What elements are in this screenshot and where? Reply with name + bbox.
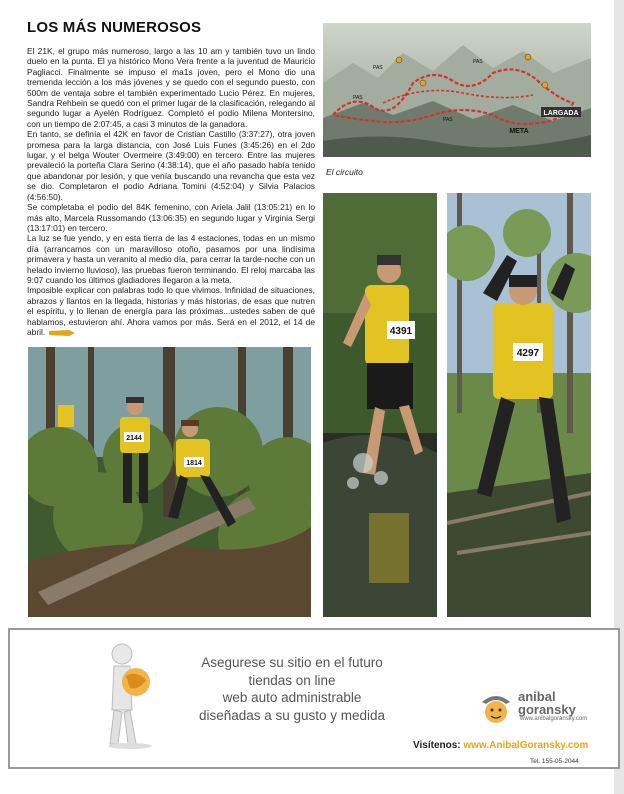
ad-slogan [188, 654, 396, 724]
bib-number: 4297 [516, 348, 540, 359]
ad-visit-line [413, 740, 588, 751]
visit-label: Visítenos: [413, 740, 461, 751]
ad-slogan-line: diseñadas a su gusto y medida [198, 707, 386, 723]
ad-phone: Tel. 155-05-2044 [530, 758, 579, 765]
brand-logo [476, 688, 594, 728]
map-label-finish: META [509, 128, 529, 135]
brand-site: www.anibalgoransky.com [520, 716, 588, 722]
brand-name: anibal goransky [518, 689, 576, 717]
photo-forest-runners [28, 347, 311, 617]
figure-holding-globe-icon [100, 640, 160, 750]
visit-url-link[interactable]: www.AnibalGoransky.com [463, 740, 589, 751]
map-label-pas: PAS [373, 65, 383, 71]
end-of-article-icon [49, 329, 75, 337]
ad-slogan-line: tiendas on line [248, 672, 336, 688]
article-paragraph: En tanto, se definía el 42K en favor de Cristian Castillo (3:37:27), otra joven promesa para la larga distancia, con José Luis Funes (3:45:26) en el 2do lugar, y el belga Wouter Overmeire (3:49:00) en tercero. Entre las mujeres prevaleció la porteña Clara Serino (4:38:14), que el año pasado había tenido que abandonar por lesión, y que venía buscando una revancha que esta vez se dio. Completaron el podio Adriana Tomini (4:52:04) y Silvia Palacios (4:56:50). [27, 129, 315, 202]
photo-runner-arms-up [447, 193, 591, 617]
route-map [323, 23, 591, 157]
bib-number: 2144 [126, 435, 142, 442]
map-label-pas: PAS [473, 59, 483, 65]
photo-runner-water [323, 193, 437, 617]
article-paragraph: Se completaba el podio del 84K femenino, con Ariela Jalil (13:05:21) en lo más alto, Marcela Russomando (13:06:35) en segundo lugar y Virginia Sergi (13:17:01) en tercero. [27, 202, 315, 233]
article-paragraph: La luz se fue yendo, y en esta tierra de las 4 estaciones, todas en un mismo día (arrancamos con un maravilloso otoño, pasamos por una lindísima primavera y hasta un veranito al medio día, para cerrar la tarde-noche con un helado invierno lluvioso), las pruebas fueron terminando. El reloj marcaba las 9:07 cuando los últimos gladiadores llegaron a la meta. [27, 233, 315, 285]
map-label-pas: PAS [353, 95, 363, 101]
map-label-start: LARGADA [543, 110, 579, 117]
article-heading: LOS MÁS NUMEROSOS [27, 19, 202, 36]
map-caption: El circuito [326, 167, 363, 177]
advertisement-box [8, 628, 620, 769]
article-paragraph-last [27, 285, 315, 337]
ad-slogan-line: web auto administrable [222, 690, 362, 705]
article-paragraph: El 21K, el grupo más numeroso, largo a las 10 am y también tuvo un lindo duelo en la punta. El ya histórico Mono Vera frente a la juventud de Mauricio Pagliacci. Finalmente se impuso el ma1s joven, pero el Mono dio una tremenda lección a los más jóvenes y se quedo con el segundo puesto, con 500m de ventaja sobre el también experimentado Lucio Pérez. En mujeres, Sandra Rehbein se quedó con el primer lugar de la clasificación, relegando al segundo lugar a Ayelén Rodríguez. Completó el podio Milena Montersino, con un tiempo de 2:07:45, a casi 3 minutos de la ganadora. [27, 46, 315, 129]
article-paragraph-text: Imposible explicar con palabras todo lo que vivimos. Infinidad de situaciones, abrazos y llantos en la llegada, historias y más historias, de esas que nutren el espíritu, y lo llenan de energía para las próximas...ustedes saben de qué hablamos, estuvieron ahí. Ahora vamos por más. Será en el 2012, el 14 de abril. [27, 285, 315, 337]
bib-number: 1814 [186, 460, 202, 467]
ad-slogan-line: Asegurese su sitio en el futuro [201, 655, 383, 670]
brand-mascot-icon [476, 688, 516, 726]
bib-number: 4391 [389, 326, 413, 337]
map-label-pas: PAS [443, 117, 453, 123]
article-body [27, 46, 315, 337]
